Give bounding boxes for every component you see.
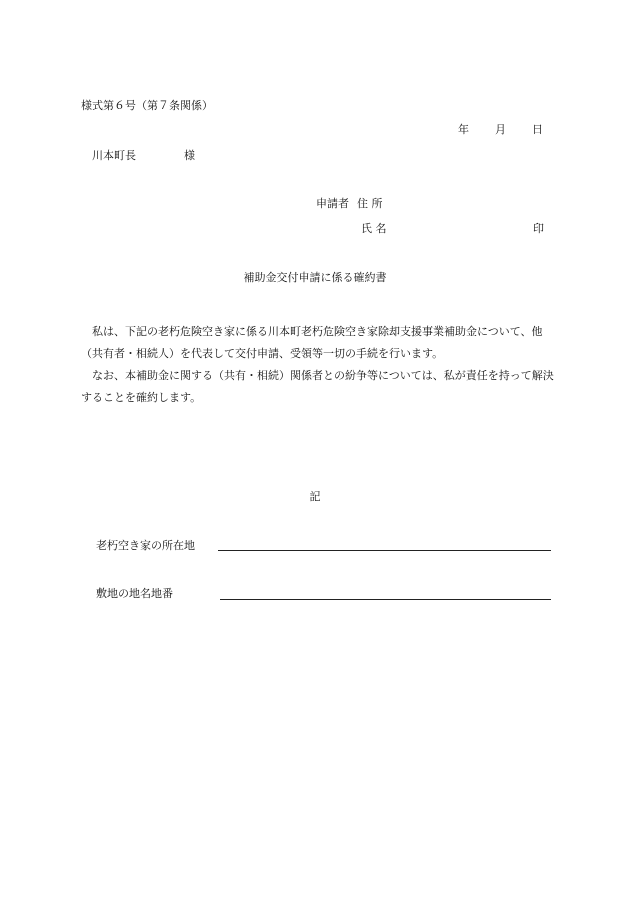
- date-year-label: 年: [458, 123, 469, 136]
- date-day-label: 日: [532, 123, 543, 136]
- field-label-lot-number: 敷地の地名地番: [96, 587, 173, 600]
- body-paragraph-1: 私は、下記の老朽危険空き家に係る川本町老朽危険空き家除却支援事業補助金について、他（共有者・相続人）を代表して交付申請、受領等一切の手続を行います。: [81, 325, 543, 360]
- document-title: 補助金交付申請に係る確約書: [243, 271, 387, 284]
- honorific: 様: [184, 149, 195, 162]
- seal-mark: 印: [533, 222, 544, 235]
- record-heading: 記: [309, 490, 321, 503]
- address-label: 住 所: [357, 197, 383, 210]
- addressee-title: 川本町長: [92, 149, 136, 162]
- date-month-label: 月: [495, 123, 506, 136]
- form-number: 様式第６号（第７条関係）: [81, 99, 213, 112]
- date-line: [458, 124, 543, 135]
- field-line-lot-number[interactable]: [220, 599, 551, 600]
- addressee: [92, 150, 195, 161]
- applicant-label: 申請者: [316, 197, 349, 210]
- applicant-address-line: [316, 198, 383, 209]
- field-label-location: 老朽空き家の所在地: [96, 539, 195, 552]
- body-paragraph-2: なお、本補助金に関する（共有・相続）関係者との紛争等については、私が責任を持って解決することを確約します。: [81, 369, 554, 404]
- field-line-location[interactable]: [218, 550, 551, 551]
- applicant-name-label: 氏 名: [361, 222, 387, 235]
- body-text: [81, 321, 561, 409]
